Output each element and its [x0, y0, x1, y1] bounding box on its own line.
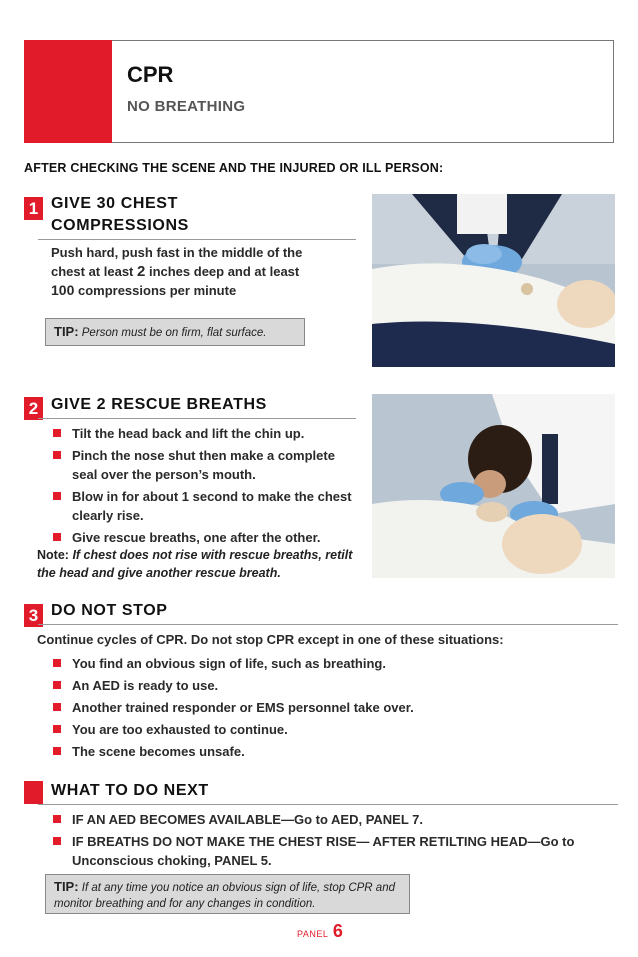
step-3-body: Continue cycles of CPR. Do not stop CPR except in one of these situations:: [37, 632, 504, 647]
step-1-number: 1: [24, 197, 43, 220]
step-1-title-line1: GIVE 30 CHEST: [51, 195, 178, 212]
step-1-title-line2: COMPRESSIONS: [51, 217, 189, 234]
panel-number: 6: [332, 921, 343, 941]
step-2-title: GIVE 2 RESCUE BREATHS: [51, 396, 267, 413]
list-item: The scene becomes unsafe.: [51, 742, 611, 761]
step-1-rule: [38, 239, 356, 240]
bullet-square-icon: [53, 492, 61, 500]
panel-label: PANEL: [297, 929, 329, 939]
step-1-title: [51, 193, 189, 237]
list-item: You find an obvious sign of life, such as breathing.: [51, 654, 611, 673]
list-item: Give rescue breaths, one after the other.: [51, 528, 363, 547]
step-2-note: [37, 546, 367, 582]
page-title: CPR: [127, 62, 174, 87]
next-title: WHAT TO DO NEXT: [51, 782, 209, 799]
step-2-rule: [38, 418, 356, 419]
header-box: [24, 40, 614, 143]
step-1-tip-box: [45, 318, 305, 346]
list-item: Another trained responder or EMS personnel take over.: [51, 698, 611, 717]
list-item: You are too exhausted to continue.: [51, 720, 611, 739]
intro-text: AFTER CHECKING THE SCENE AND THE INJURED OR ILL PERSON:: [24, 161, 444, 175]
step-3-bullet-list: [51, 654, 611, 764]
bullet-square-icon: [53, 837, 61, 845]
bullet-square-icon: [53, 429, 61, 437]
photo-chest-compressions: [372, 194, 615, 367]
next-tip-label: TIP:: [54, 879, 79, 894]
next-red-marker: [24, 781, 43, 804]
next-bullet-list: [51, 810, 606, 873]
step-3-number: 3: [24, 604, 43, 627]
panel-footer: [297, 921, 343, 942]
step-1-body-line2: chest at least 2 inches deep and at least: [51, 263, 300, 280]
bullet-square-icon: [53, 451, 61, 459]
bullet-square-icon: [53, 747, 61, 755]
step-2-number: 2: [24, 397, 43, 420]
step-1-tip-text: Person must be on firm, flat surface.: [81, 327, 267, 339]
list-item: Pinch the nose shut then make a complete seal over the person’s mouth.: [51, 446, 363, 484]
page-subtitle: NO BREATHING: [127, 98, 246, 115]
step-3-rule: [38, 624, 618, 625]
step-2-bullet-list: [51, 424, 363, 550]
bullet-square-icon: [53, 681, 61, 689]
step-2-note-label: Note:: [37, 548, 69, 562]
step-2-note-text: If chest does not rise with rescue breaths, retilt the head and give another rescue breath.: [37, 548, 353, 580]
next-rule: [38, 804, 618, 805]
photo-rescue-breaths: [372, 394, 615, 578]
header-red-block: [24, 40, 112, 143]
step-3-title: DO NOT STOP: [51, 602, 168, 619]
step-1-body-line1: Push hard, push fast in the middle of the: [51, 245, 303, 260]
step-1-tip-label: TIP:: [54, 324, 79, 339]
bullet-square-icon: [53, 725, 61, 733]
bullet-square-icon: [53, 533, 61, 541]
list-item: An AED is ready to use.: [51, 676, 611, 695]
list-item: Tilt the head back and lift the chin up.: [51, 424, 363, 443]
list-item: IF BREATHS DO NOT MAKE THE CHEST RISE— AFTER RETILTING HEAD—Go to Unconscious choking, PANEL 5.: [51, 832, 606, 870]
next-tip-box: [45, 874, 410, 914]
bullet-square-icon: [53, 815, 61, 823]
step-1-body-line3: 100 compressions per minute: [51, 282, 237, 298]
next-tip-text: If at any time you notice an obvious sign of life, stop CPR and monitor breathing and for any changes in condition.: [54, 882, 395, 910]
bullet-square-icon: [53, 659, 61, 667]
list-item: Blow in for about 1 second to make the chest clearly rise.: [51, 487, 363, 525]
bullet-square-icon: [53, 703, 61, 711]
list-item: IF AN AED BECOMES AVAILABLE—Go to AED, PANEL 7.: [51, 810, 606, 829]
step-1-body: [51, 243, 351, 300]
